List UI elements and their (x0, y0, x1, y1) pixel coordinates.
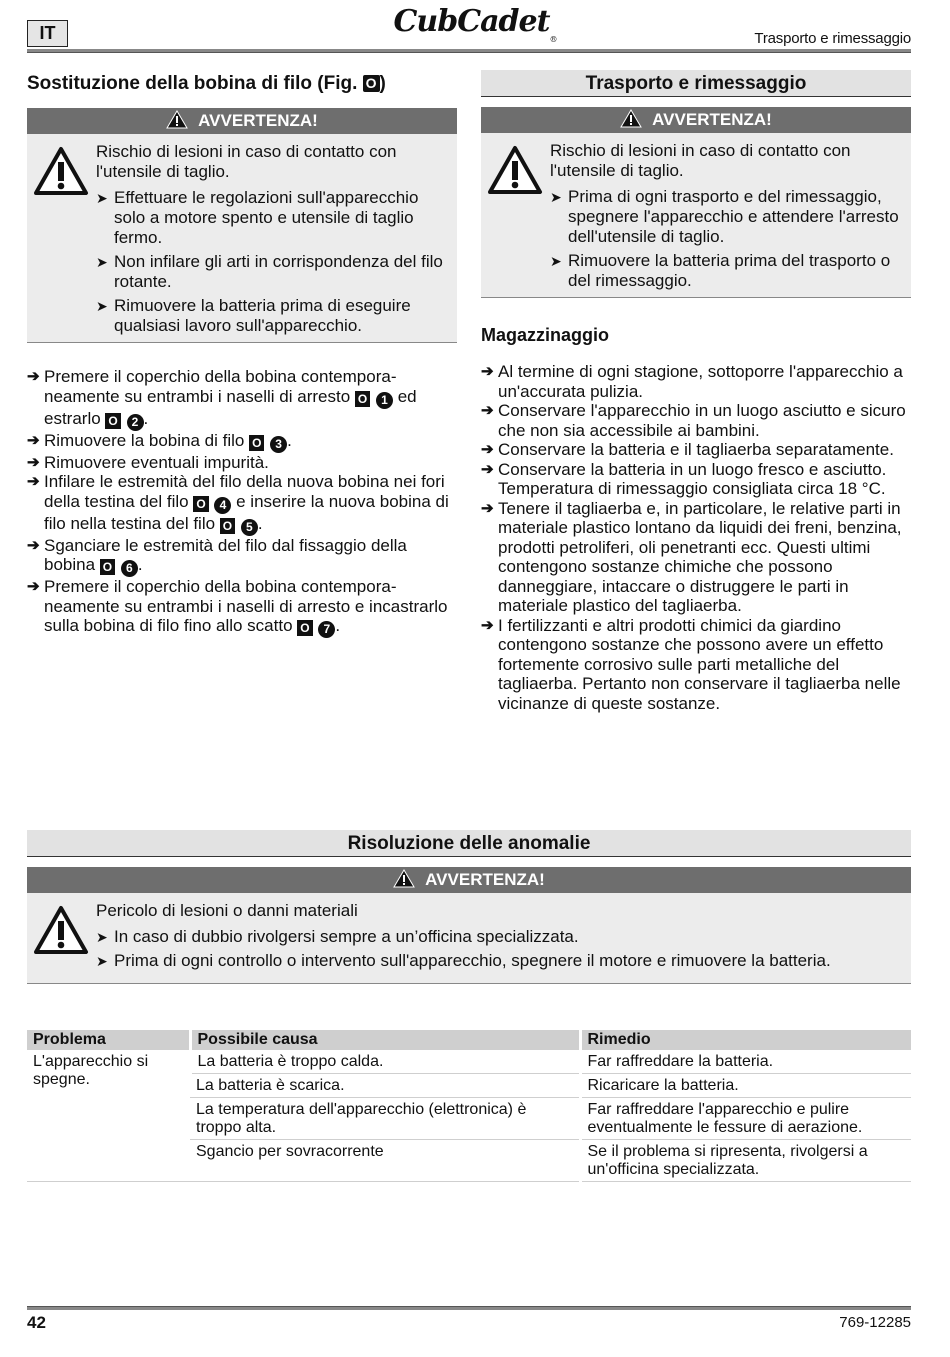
figure-ref-box: O (220, 518, 235, 534)
page-number: 42 (27, 1313, 46, 1332)
title-text: Sostituzione della bobina di filo (Fig. (27, 73, 363, 94)
period: . (335, 616, 341, 635)
column-header: Rimedio (580, 1030, 911, 1050)
figure-ref-box: O (193, 496, 208, 512)
step-number: 1 (376, 392, 393, 409)
storage-item: ➔ Conservare la batteria in un luogo fresco e asciutto. Temperatura di rimessaggio consigliata circa 18 °C. (481, 460, 911, 499)
troubleshooting-table (27, 1030, 911, 1182)
storage-item: ➔ Conservare la batteria e il tagliaerba separatamente. (481, 440, 911, 460)
figure-ref-box: O (363, 75, 380, 92)
step-number: 3 (270, 436, 287, 453)
warning-item: ➤ Prima di ogni controllo o intervento sull'apparecchio, spegnere il motore e rimuovere la batteria. (96, 951, 901, 971)
warning-item: ➤ Prima di ogni trasporto e del rimessaggio, spegnere l'apparecchio e attendere l'arresto dell'utensile di taglio. (550, 187, 901, 247)
storage-list (481, 362, 911, 713)
step-number: 2 (127, 414, 144, 431)
step-item (27, 577, 457, 638)
step-text: ed estrarlo (44, 386, 417, 428)
step-text: Infilare le estremità del filo della nuova bobina nei fori della testina del filo (44, 472, 445, 511)
warning-item: ➤ Rimuovere la batteria prima di eseguire qualsiasi lavoro sull'apparecchio. (96, 296, 447, 336)
brand-logo (375, 2, 575, 42)
warning-header (481, 107, 911, 133)
document-number: 769-12285 (839, 1314, 911, 1331)
registered-mark: ® (549, 35, 557, 44)
warning-triangle-icon (33, 146, 89, 196)
warning-header (27, 108, 457, 134)
column-header: Problema (27, 1030, 190, 1050)
storage-item: ➔ Conservare l'apparecchio in un luogo asciutto e sicuro che non sia accessibile ai bambini. (481, 401, 911, 440)
running-header: Trasporto e rimessaggio (754, 30, 911, 47)
remedy-cell: Se il problema si ripresenta, rivolgersi a un'officina specializzata. (580, 1140, 911, 1182)
warning-body (481, 133, 911, 297)
step-item (27, 472, 457, 536)
warning-lead: Pericolo di lesioni o danni materiali (96, 901, 358, 920)
period: . (287, 430, 292, 450)
warning-triangle-icon (393, 869, 415, 888)
transport-section-title: Trasporto e rimessaggio (481, 70, 911, 97)
warning-label: AVVERTENZA! (198, 111, 318, 130)
step-number: 7 (318, 621, 335, 638)
figure-ref-box: O (355, 391, 370, 407)
left-column (27, 70, 457, 638)
right-column (481, 70, 911, 713)
warning-item: ➤ Rimuovere la batteria prima del trasporto o del rimessaggio. (550, 251, 901, 291)
cause-cell: La temperatura dell'apparecchio (elettronica) è troppo alta. (190, 1098, 580, 1140)
period: . (137, 555, 143, 574)
warning-lead: Rischio di lesioni in caso di contatto con l'utensile di taglio. (550, 141, 851, 180)
step-item: ➔ Rimuovere eventuali impurità. (27, 453, 457, 473)
step-text: Rimuovere la bobina di filo (44, 430, 250, 450)
remedy-cell: Ricaricare la batteria. (580, 1074, 911, 1098)
storage-title: Magazzinaggio (481, 325, 610, 345)
warning-triangle-icon (33, 905, 89, 955)
warning-box-troubleshooting (27, 867, 911, 984)
warning-label: AVVERTENZA! (425, 870, 545, 889)
figure-ref-box: O (297, 620, 312, 636)
remedy-cell: Far raffreddare l'apparecchio e pulire eventualmente le fessure di aerazione. (580, 1098, 911, 1140)
step-text: e inserire la nuova bobina di filo nella testina del filo (44, 491, 449, 533)
step-number: 5 (241, 519, 258, 536)
troubleshooting-title: Risoluzione delle anomalie (27, 830, 911, 857)
figure-ref-box: O (249, 435, 264, 451)
warning-body (27, 134, 457, 342)
problem-cell: L'apparecchio si spegne. (27, 1050, 190, 1182)
logo-text: CubCadet (393, 4, 550, 39)
storage-item: ➔ I fertilizzanti e altri prodotti chimici da giardino contengono sostanze che possono avere un effetto fortemente corrosivo sulle parti metalliche del tagliaerba. Pertanto non conservare il tagliaerba nelle vicinanze di queste sostanze. (481, 616, 911, 714)
step-text: Premere il coperchio della bobina contemporaneamente su entrambi i naselli di arresto e incastrarlo sulla bobina di filo fino allo scatto (44, 577, 448, 635)
table-header-row (27, 1030, 911, 1050)
warning-triangle-icon (166, 110, 188, 129)
step-number: 6 (121, 560, 138, 577)
spool-steps (27, 367, 457, 638)
language-tag: IT (27, 20, 68, 47)
step-item (27, 536, 457, 578)
figure-ref-box: O (100, 559, 115, 575)
step-text: Premere il coperchio della bobina contemporaneamente su entrambi i naselli di arresto (44, 367, 397, 406)
storage-item: ➔ Tenere il tagliaerba e, in particolare, le relative parti in materiale plastico lontano da liquidi dei freni, benzina, prodotti petroliferi, oli penetranti ecc. Questi ultimi contengono sostanze chimiche che possono danneggiare, intaccare o distruggere le parti in materiale plastico del tagliaerba. (481, 499, 911, 616)
warning-header (27, 867, 911, 893)
cause-cell: La batteria è troppo calda. (190, 1050, 580, 1074)
warning-triangle-icon (620, 109, 642, 128)
remedy-cell: Far raffreddare la batteria. (580, 1050, 911, 1074)
title-suffix: ) (379, 73, 386, 94)
warning-lead: Rischio di lesioni in caso di contatto con l'utensile di taglio. (96, 142, 397, 181)
warning-item: ➤ In caso di dubbio rivolgersi sempre a un’officina specializzata. (96, 927, 901, 947)
step-text: Sganciare le estremità del filo dal fissaggio della bobina (44, 535, 407, 574)
column-header: Possibile causa (190, 1030, 580, 1050)
cause-cell: Sgancio per sovracorrente (190, 1140, 580, 1182)
warning-box-transport (481, 107, 911, 298)
warning-item: ➤ Non infilare gli arti in corrispondenza del filo rotante. (96, 252, 447, 292)
step-item (27, 431, 457, 453)
table-row (27, 1050, 911, 1074)
warning-triangle-icon (487, 145, 543, 195)
troubleshooting-section (27, 830, 911, 1182)
period: . (257, 513, 263, 533)
warning-label: AVVERTENZA! (652, 110, 772, 129)
step-item (27, 367, 457, 431)
period: . (143, 408, 149, 428)
figure-ref-box: O (105, 413, 120, 429)
warning-item: ➤ Effettuare le regolazioni sull'apparecchio solo a motore spento e utensile di taglio fermo. (96, 188, 447, 248)
footer-rule (27, 1306, 911, 1310)
warning-body (27, 893, 911, 983)
step-number: 4 (214, 497, 231, 514)
warning-box-spool (27, 108, 457, 343)
header-rule (27, 49, 911, 53)
storage-item: ➔ Al termine di ogni stagione, sottoporre l'apparecchio a un'accurata pulizia. (481, 362, 911, 401)
cause-cell: La batteria è scarica. (190, 1074, 580, 1098)
spool-replacement-title (27, 70, 457, 100)
